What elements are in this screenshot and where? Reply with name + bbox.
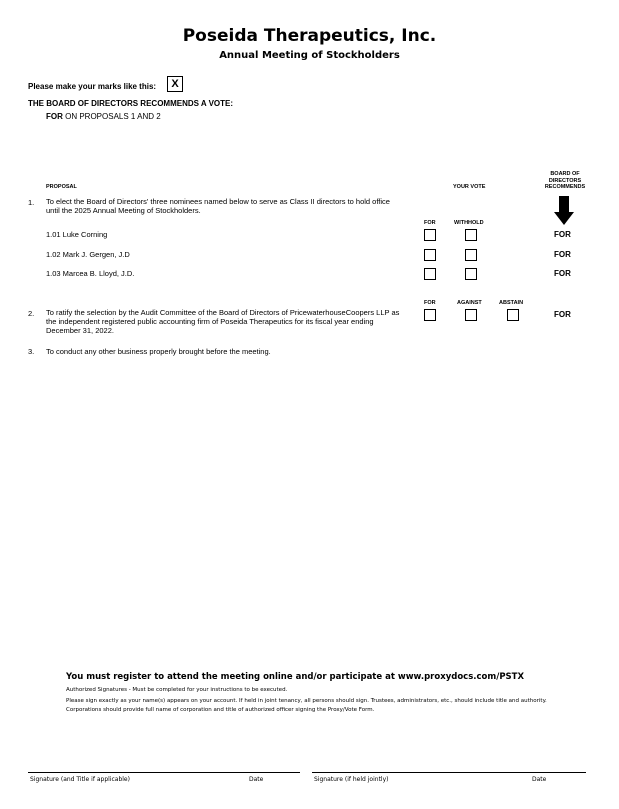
nominee-1-03-for-checkbox[interactable] <box>424 268 436 280</box>
board-recommends-column-header: BOARD OF DIRECTORS RECOMMENDS <box>544 171 586 191</box>
marks-instruction: Please make your marks like this: <box>28 82 157 91</box>
signing-instructions: Please sign exactly as your name(s) appears on your account. If held in joint tenancy, all persons should sign. Trustees, administrators, etc., should include title and authority. Corporations should provide full name of corporation and title of authorized officer signing the Proxy/Vote Form. <box>66 698 547 713</box>
nominee-1-03-recommendation: FOR <box>554 269 571 278</box>
page-title: Poseida Therapeutics, Inc. <box>182 26 437 46</box>
date-label-1: Date <box>249 776 264 783</box>
proposal-2-number: 2. <box>28 309 35 318</box>
proposal-2-against-checkbox[interactable] <box>465 309 477 321</box>
proposal-3-text: To conduct any other business properly brought before the meeting. <box>46 347 271 356</box>
nominee-1-02-withhold-checkbox[interactable] <box>465 249 477 261</box>
proposal-1-number: 1. <box>28 198 35 207</box>
nominee-1-02-label: 1.02 Mark J. Gergen, J.D <box>46 250 130 259</box>
proposal-2-abstain-checkbox[interactable] <box>507 309 519 321</box>
proposal-2-option-for: FOR <box>424 300 436 306</box>
proposal-2-option-abstain: ABSTAIN <box>499 300 524 306</box>
board-recommendation-heading: THE BOARD OF DIRECTORS RECOMMENDS A VOTE: <box>28 99 234 108</box>
nominee-1-03-withhold-checkbox[interactable] <box>465 268 477 280</box>
proposal-3-number: 3. <box>28 347 35 356</box>
proposal-1-text: To elect the Board of Directors' three nominees named below to serve as Class II directors to hold office until the 2025 Annual Meeting of Stockholders. <box>46 197 390 215</box>
proposal-1-option-for: FOR <box>424 220 436 226</box>
authorized-signatures-note: Authorized Signatures - Must be completed for your instructions to be executed. <box>66 687 288 693</box>
proposal-2-for-checkbox[interactable] <box>424 309 436 321</box>
proposal-column-header: PROPOSAL <box>46 184 77 190</box>
proposal-2-recommendation: FOR <box>554 310 571 319</box>
nominee-1-01-for-checkbox[interactable] <box>424 229 436 241</box>
signature-label: Signature (and Title if applicable) <box>30 776 130 783</box>
nominee-1-01-recommendation: FOR <box>554 230 571 239</box>
your-vote-column-header: YOUR VOTE <box>453 184 486 190</box>
nominee-1-02-recommendation: FOR <box>554 250 571 259</box>
board-recommendation-subheading <box>46 112 161 121</box>
nominee-1-01-withhold-checkbox[interactable] <box>465 229 477 241</box>
proposal-1-option-withhold: WITHHOLD <box>454 220 484 226</box>
proposal-2-option-against: AGAINST <box>457 300 482 306</box>
for-word: FOR <box>46 112 63 121</box>
nominee-1-03-label: 1.03 Marcea B. Lloyd, J.D. <box>46 269 135 278</box>
joint-signature-label: Signature (if held jointly) <box>314 776 389 783</box>
date-label-2: Date <box>532 776 547 783</box>
proposal-2-text: To ratify the selection by the Audit Committee of the Board of Directors of PricewaterhouseCoopers LLP as the independent registered public accounting firm of Poseida Therapeutics for its fiscal year ending December 31, 2022. <box>46 308 400 335</box>
register-notice: You must register to attend the meeting online and/or participate at www.proxydocs.com/PSTX <box>66 672 525 682</box>
on-proposals-text: ON PROPOSALS 1 AND 2 <box>62 112 161 121</box>
nominee-1-01-label: 1.01 Luke Corning <box>46 230 108 239</box>
signature-line-2[interactable] <box>312 772 586 773</box>
page-subtitle: Annual Meeting of Stockholders <box>219 50 400 61</box>
example-mark-box: X <box>167 76 183 92</box>
down-arrow-icon <box>554 196 574 225</box>
signature-line-1[interactable] <box>28 772 300 773</box>
nominee-1-02-for-checkbox[interactable] <box>424 249 436 261</box>
